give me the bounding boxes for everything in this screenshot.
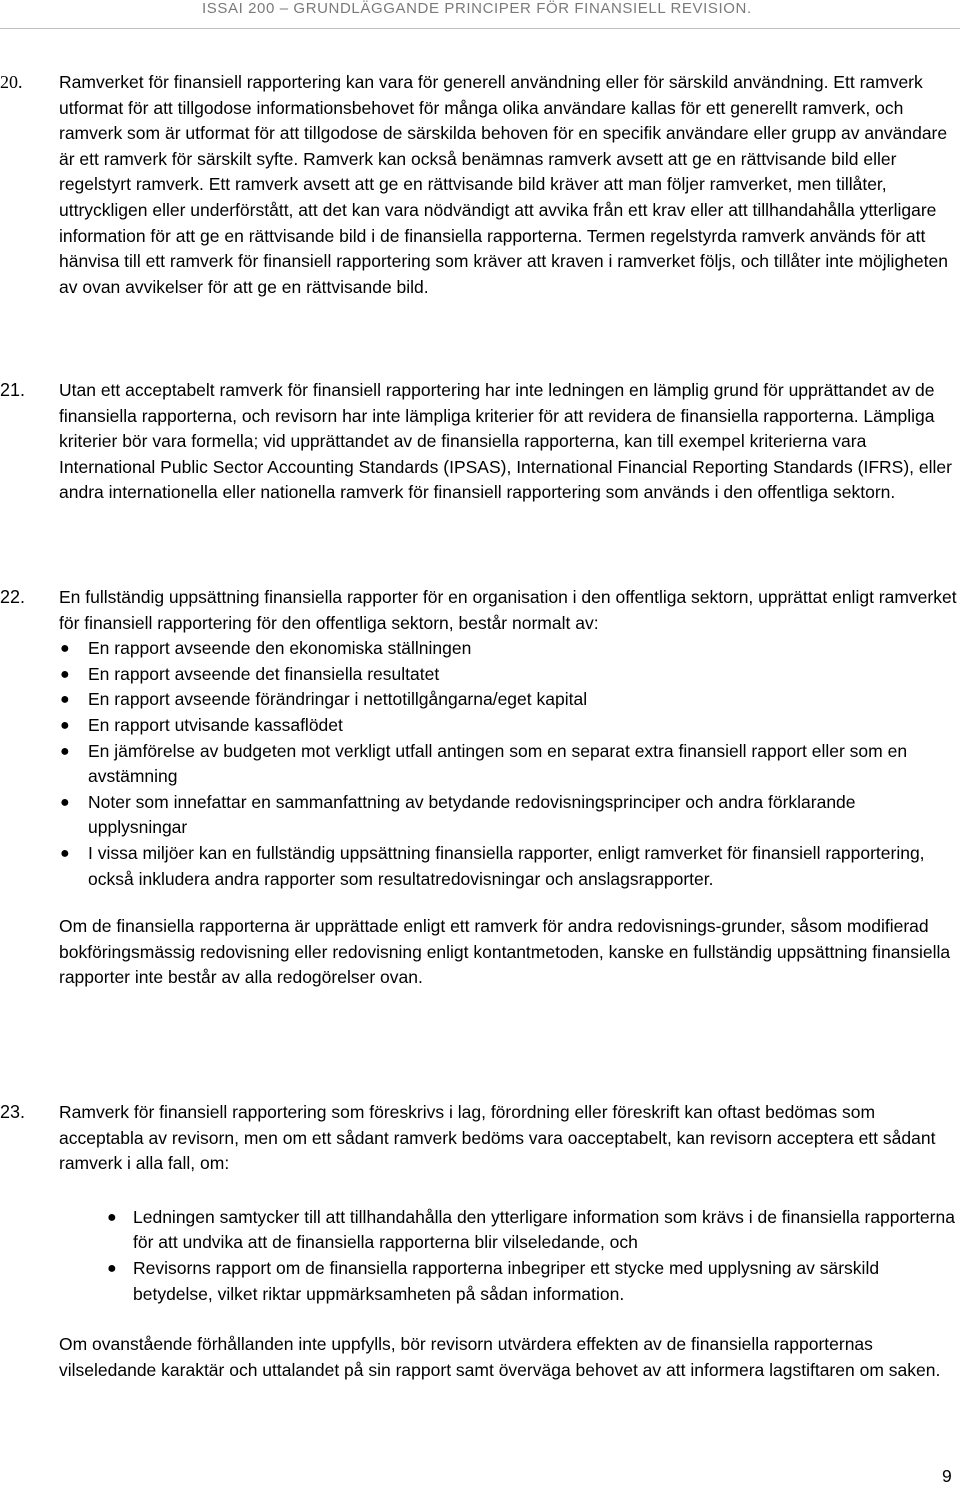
paragraph-number: 21. bbox=[0, 380, 26, 400]
list-item bbox=[0, 790, 958, 841]
paragraph-number: 23. bbox=[0, 1102, 26, 1122]
bullet-icon: ● bbox=[60, 640, 70, 658]
bullet-icon: ● bbox=[60, 665, 70, 683]
list-item bbox=[0, 636, 958, 662]
list-item-text: I vissa miljöer kan en fullständig uppsättning finansiella rapporter, enligt ramverket för finansiell rapportering, också inkludera andra rapporter som resultatredovisningar och anslagsrapporter. bbox=[88, 842, 925, 889]
paragraph-followup: Om ovanstående förhållanden inte uppfylls, bör revisorn utvärdera effekten av de finansiella rapporternas vilseledande karaktär och uttalandet på sin rapport samt överväga behovet av att informera lagstiftaren om saken. bbox=[59, 1334, 941, 1380]
list-item-text: Ledningen samtycker till att tillhandahålla den ytterligare information som krävs i de finansiella rapporterna för att undvika att de finansiella rapporterna blir vilseledande, och bbox=[133, 1206, 955, 1253]
list-item bbox=[0, 1256, 958, 1307]
list-item-text: En jämförelse av budgeten mot verkligt utfall antingen som en separat extra finansiell rapport eller som en avstämning bbox=[88, 740, 908, 787]
header-rule bbox=[0, 28, 960, 29]
list-item-text: En rapport avseende den ekonomiska ställningen bbox=[88, 638, 472, 659]
list-item bbox=[0, 662, 958, 688]
list-item bbox=[0, 713, 958, 739]
paragraph-number: 22. bbox=[0, 587, 26, 607]
list-item bbox=[0, 739, 958, 790]
paragraph-followup: Om de finansiella rapporterna är upprättade enligt ett ramverk för andra redovisnings-grunder, såsom modifierad bokföringsmässig redovisning eller redovisning enligt kontantmetoden, kanske en fullständig uppsättning finansiella rapporter inte består av alla redogörelser ovan. bbox=[59, 916, 951, 988]
list-item-text: En rapport avseende det finansiella resultatet bbox=[88, 663, 440, 684]
bullet-icon: ● bbox=[60, 691, 70, 709]
paragraph-20 bbox=[0, 70, 960, 300]
list-item-text: En rapport utvisande kassaflödet bbox=[88, 714, 343, 735]
bullet-icon: ● bbox=[60, 844, 70, 862]
paragraph-text: Ramverk för finansiell rapportering som föreskrivs i lag, förordning eller föreskrift kan oftast bedömas som acceptabla av revisorn, men om ett sådant ramverk bedöms vara oacceptabelt, kan revisorn acceptera ett sådant ramverk i alla fall, om: bbox=[59, 1102, 936, 1174]
paragraph-text: En fullständig uppsättning finansiella rapporter för en organisation i den offentliga sektorn, upprättat enligt ramverket för finansiell rapportering för den offentliga sektorn, består normalt av: bbox=[59, 587, 957, 633]
list-item bbox=[0, 1205, 958, 1256]
paragraph-text: Utan ett acceptabelt ramverk för finansiell rapportering har inte ledningen en lämplig grund för upprättandet av de finansiella rapporterna, och revisorn har inte lämpliga kriterier för att revidera de finansiella rapporterna. Lämpliga kriterier bör vara formella; vid upprättandet av de finansiella rapporterna, kan till exempel kriterierna vara International Public Sector Accounting Standards (IPSAS), International Financial Reporting Standards (IFRS), eller andra internationella eller nationella ramverk för finansiell rapportering som används i den offentliga sektorn. bbox=[59, 380, 952, 503]
list-item-text: En rapport avseende förändringar i nettotillgångarna/eget kapital bbox=[88, 689, 588, 710]
bullet-list bbox=[0, 636, 960, 892]
bullet-icon: ● bbox=[60, 742, 70, 760]
paragraph-number: 20. bbox=[0, 72, 23, 92]
paragraph-text: Ramverket för finansiell rapportering kan vara för generell användning eller för särskild användning. Ett ramverk utformat för att tillgodose informationsbehovet för många olika användare kallas för ett generellt ramverk, och ramverk som är utformat för att tillgodose de särskilda behoven för en specifik användare eller grupp av användare är ett ramverk för särskilt syfte. Ramverk kan också benämnas ramverk avsett att ge en rättvisande bild eller regelstyrt ramverk. Ett ramverk avsett att ge en rättvisande bild kräver att man följer ramverket, men tillåter, uttryckligen eller underförstått, att det kan vara nödvändigt att avvika från ett krav eller att tillhandahålla ytterligare information för att ge en rättvisande bild i de finansiella rapporterna. Termen regelstyrda ramverk används för att hänvisa till ett ramverk för finansiell rapportering som kräver att kraven i ramverket följs, och tillåter inte möjligheten av ovan avvikelser för att ge en rättvisande bild. bbox=[59, 72, 948, 297]
list-item-text: Revisorns rapport om de finansiella rapporterna inbegriper ett stycke med upplysning av särskild betydelse, vilket riktar uppmärksamheten på sådan information. bbox=[133, 1257, 880, 1304]
paragraph-22 bbox=[0, 585, 960, 991]
bullet-list bbox=[0, 1205, 960, 1307]
bullet-icon: ● bbox=[107, 1259, 117, 1277]
list-item-text: Noter som innefattar en sammanfattning av betydande redovisningsprinciper och andra förklarande upplysningar bbox=[88, 791, 856, 838]
bullet-icon: ● bbox=[60, 793, 70, 811]
paragraph-21 bbox=[0, 378, 960, 506]
page-header: ISSAI 200 – GRUNDLÄGGANDE PRINCIPER FÖR FINANSIELL REVISION. bbox=[202, 0, 752, 17]
page-number: 9 bbox=[942, 1466, 952, 1486]
paragraph-23 bbox=[0, 1100, 960, 1383]
bullet-icon: ● bbox=[60, 716, 70, 734]
list-item bbox=[0, 841, 958, 892]
bullet-icon: ● bbox=[107, 1208, 117, 1226]
list-item bbox=[0, 687, 958, 713]
